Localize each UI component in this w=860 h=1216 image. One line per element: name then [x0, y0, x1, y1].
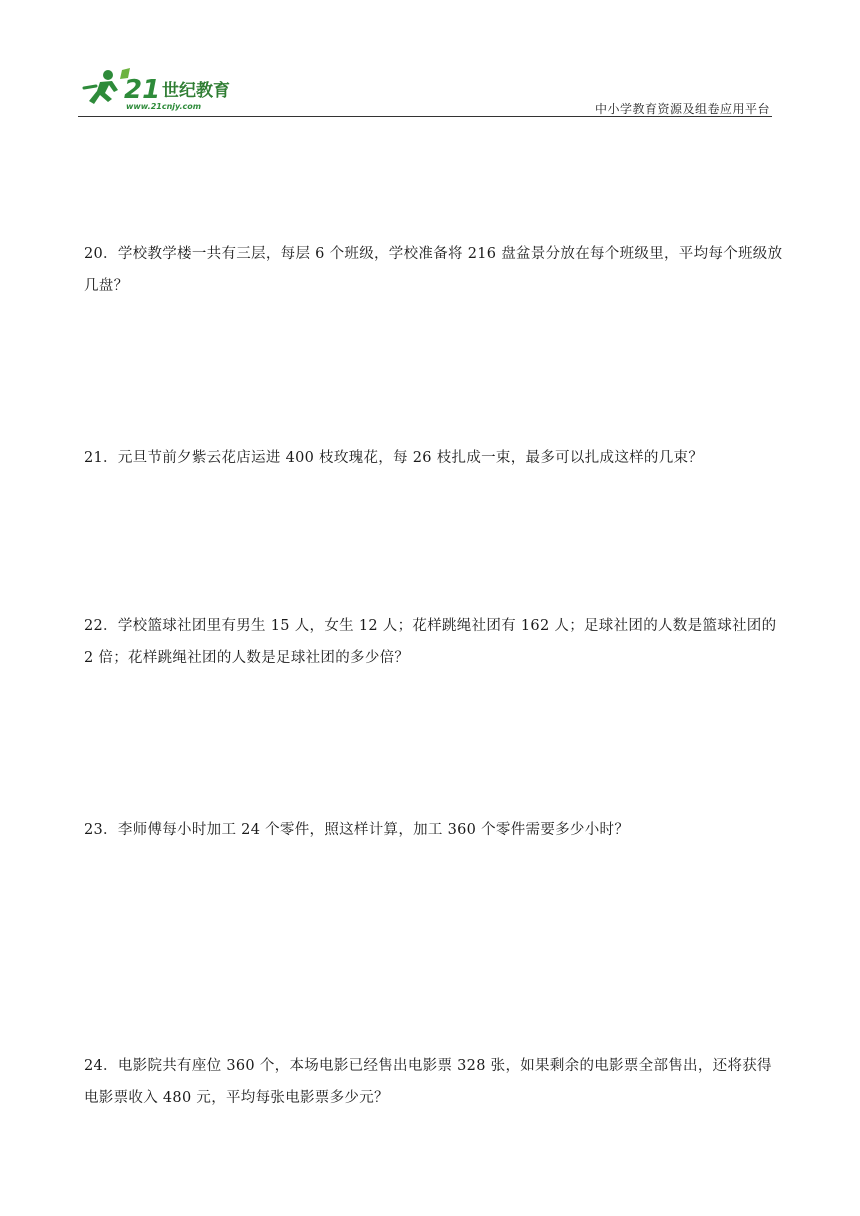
question-number: 24． — [84, 1058, 118, 1074]
question-number: 20． — [84, 246, 118, 262]
platform-name: 中小学教育资源及组卷应用平台 — [594, 102, 770, 116]
question-number: 22． — [84, 618, 118, 634]
question-21 — [84, 442, 784, 474]
question-20 — [84, 238, 784, 302]
page-header — [78, 66, 772, 118]
logo-21cnjy — [78, 66, 258, 114]
question-24 — [84, 1050, 784, 1114]
question-22 — [84, 610, 784, 674]
question-text: 电影院共有座位 360 个，本场电影已经售出电影票 328 张，如果剩余的电影票全部售出，还将获得电影票收入 480 元，平均每张电影票多少元？ — [84, 1058, 772, 1106]
question-text: 李师傅每小时加工 24 个零件，照这样计算，加工 360 个零件需要多少小时？ — [117, 822, 630, 838]
svg-text:21: 21 — [124, 75, 161, 105]
question-text: 元旦节前夕紫云花店运进 400 枝玫瑰花，每 26 枝扎成一束，最多可以扎成这样的几束？ — [117, 450, 704, 466]
question-23 — [84, 814, 784, 846]
question-text: 学校教学楼一共有三层，每层 6 个班级，学校准备将 216 盘盆景分放在每个班级里，平均每个班级放几盘？ — [84, 246, 783, 294]
question-text: 学校篮球社团里有男生 15 人，女生 12 人；花样跳绳社团有 162 人；足球社团的人数是篮球社团的 2 倍；花样跳绳社团的人数是足球社团的多少倍？ — [84, 618, 777, 666]
svg-text:世纪教育: 世纪教育 — [162, 81, 230, 101]
svg-text:www.21cnjy.com: www.21cnjy.com — [126, 102, 202, 111]
question-number: 21． — [84, 450, 118, 466]
question-number: 23． — [84, 822, 118, 838]
header-divider — [78, 116, 772, 117]
